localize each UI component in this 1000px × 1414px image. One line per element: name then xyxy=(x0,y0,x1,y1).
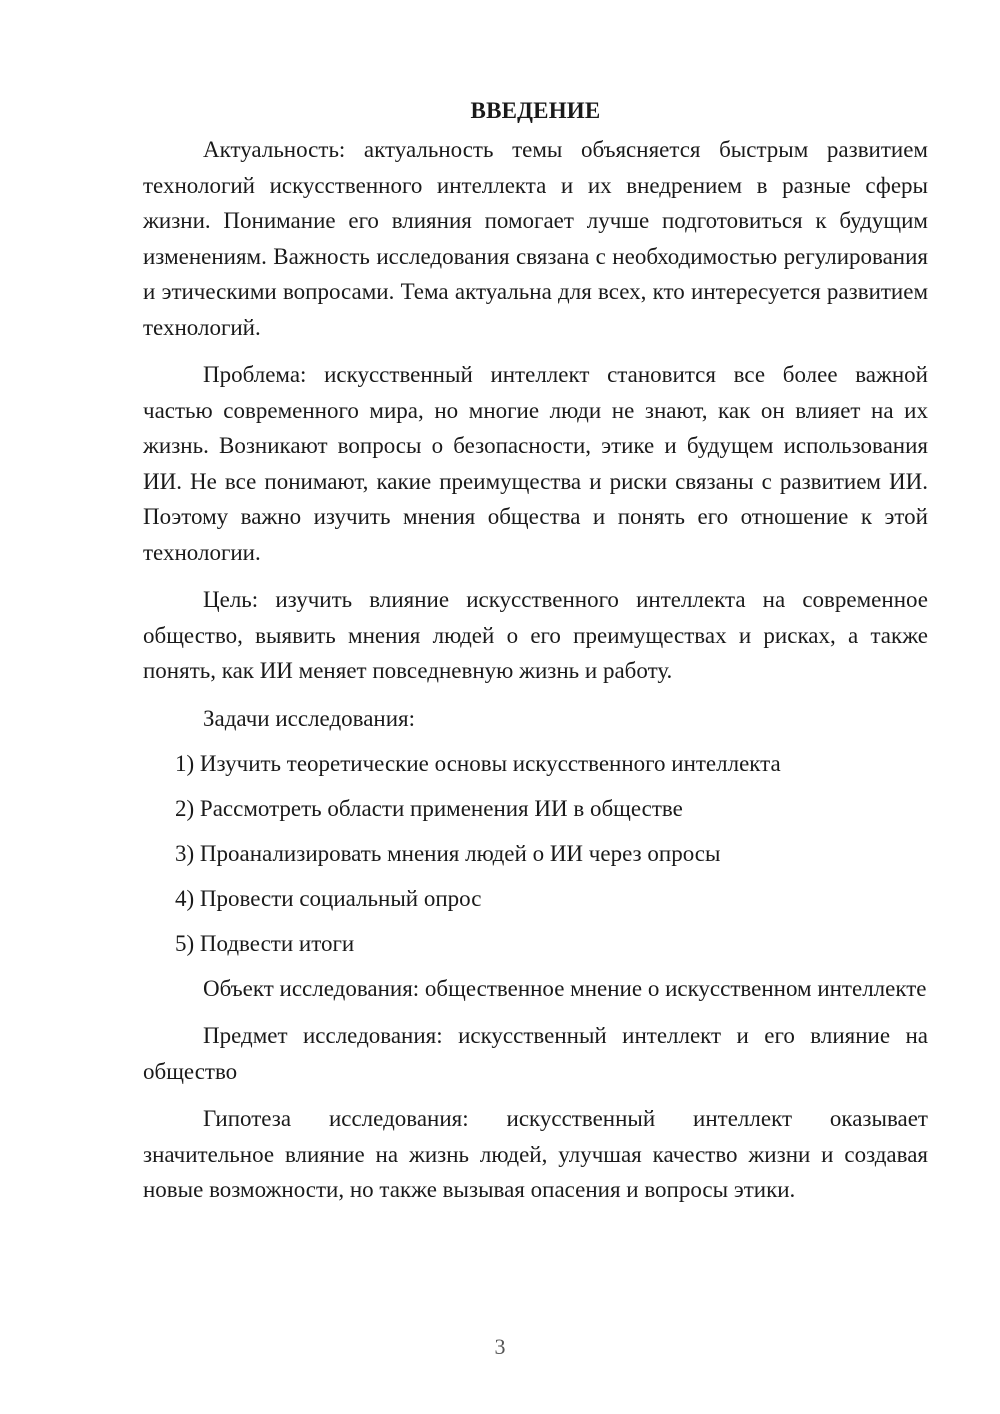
paragraph-hypothesis: Гипотеза исследования: искусственный интеллект оказывает значительное влияние на жизнь людей, улучшая качество жизни и создавая новые возможности, но также вызывая опасения и вопросы этики. xyxy=(143,1106,928,1202)
list-item: 2) Рассмотреть области применения ИИ в обществе xyxy=(175,795,683,821)
page-content xyxy=(143,92,928,1220)
list-item: 3) Проанализировать мнения людей о ИИ через опросы xyxy=(175,840,721,866)
paragraph-problem: Проблема: искусственный интеллект становится все более важной частью современного мира, но многие люди не знают, как он влияет на их жизнь. Возникают вопросы о безопасности, этике и будущем использования ИИ. Не все понимают, какие преимущества и риски связаны с развитием ИИ. Поэтому важно изучить мнения общества и понять его отношение к этой технологии. xyxy=(143,362,928,565)
page-title: ВВЕДЕНИЕ xyxy=(470,98,601,123)
tasks-heading: Задачи исследования: xyxy=(203,705,416,731)
paragraph-object: Объект исследования: общественное мнение о искусственном интеллекте xyxy=(203,975,927,1001)
paragraph-subject: Предмет исследования: искусственный интеллект и его влияние на общество xyxy=(143,1023,928,1084)
list-item: 4) Провести социальный опрос xyxy=(175,885,482,911)
list-item: 1) Изучить теоретические основы искусственного интеллекта xyxy=(175,750,781,776)
paragraph-goal: Цель: изучить влияние искусственного интеллекта на современное общество, выявить мнения людей о его преимуществах и рисках, а также понять, как ИИ меняет повседневную жизнь и работу. xyxy=(143,587,928,683)
page-number: 3 xyxy=(494,1334,506,1359)
list-item: 5) Подвести итоги xyxy=(175,930,355,956)
tasks-list xyxy=(143,746,928,962)
paragraph-relevance: Актуальность: актуальность темы объясняется быстрым развитием технологий искусственного интеллекта и их внедрением в разные сферы жизни. Понимание его влияния помогает лучше подготовиться к будущим изменениям. Важность исследования связана с необходимостью регулирования и этическими вопросами. Тема актуальна для всех, кто интересуется развитием технологий. xyxy=(143,137,928,340)
